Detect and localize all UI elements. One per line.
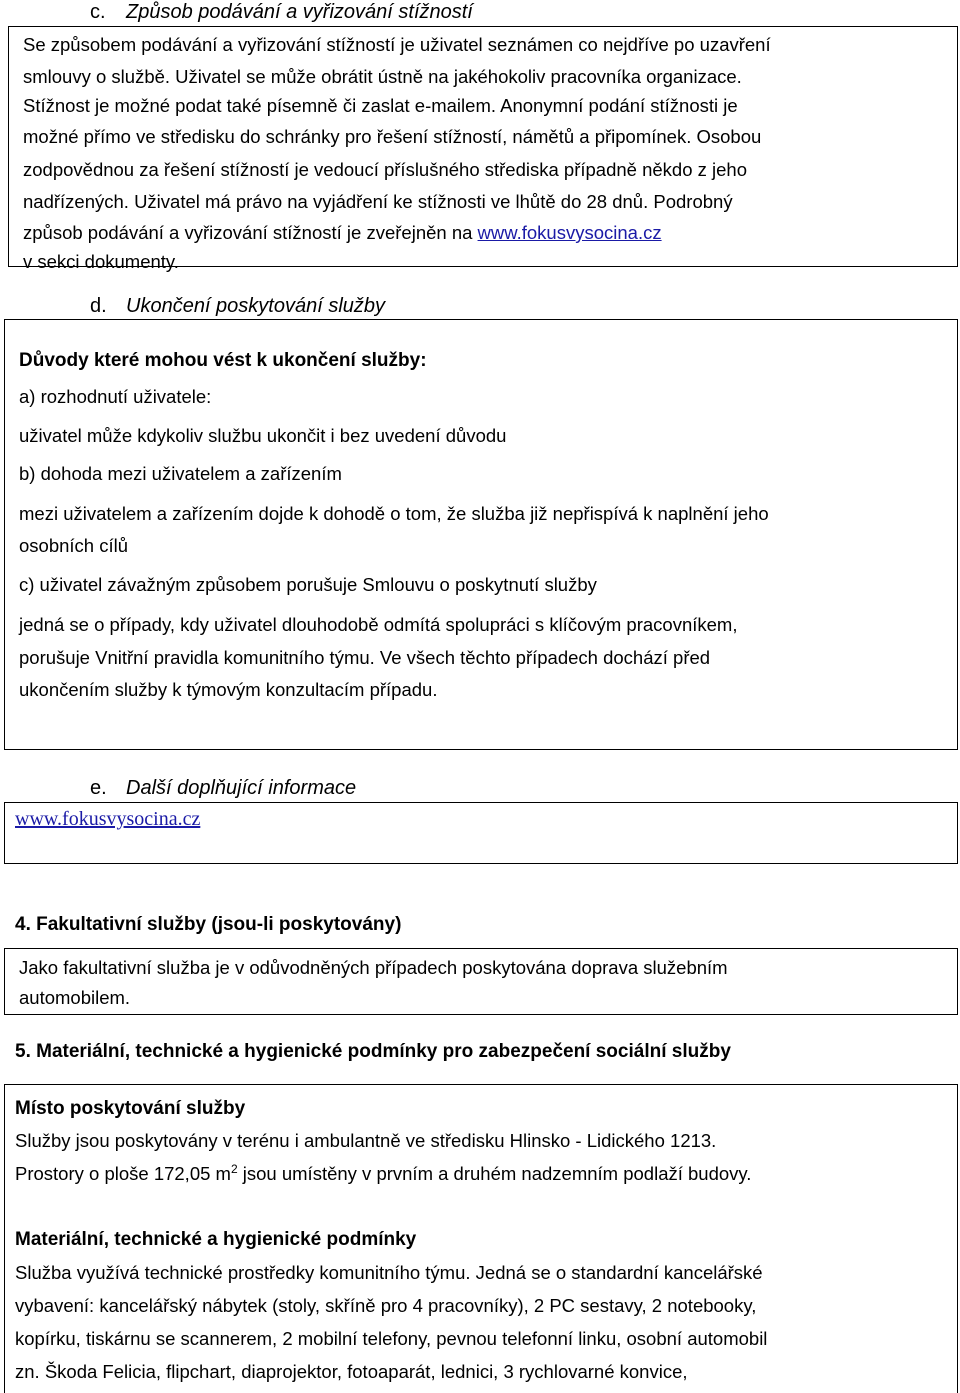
- section-c-line: možné přímo ve středisku do schránky pro řešení stížností, námětů a připomínek. Osobou: [23, 126, 762, 147]
- section-d-line: c) uživatel závažným způsobem porušuje Smlouvu o poskytnutí služby: [19, 574, 597, 595]
- section-4-heading: 4. Fakultativní služby (jsou-li poskytovány): [15, 914, 402, 935]
- section-e-left-rule: [4, 802, 5, 864]
- section-c-link-line: [23, 217, 662, 249]
- section-c-line: způsob podávání a vyřizování stížností je zveřejněn na: [23, 222, 478, 243]
- fokus-website-link[interactable]: www.fokusvysocina.cz: [477, 222, 662, 243]
- section-d-line: mezi uživatelem a zařízením dojde k dohodě o tom, že služba již nepřispívá k naplnění jeho: [19, 503, 769, 524]
- place-line: Služby jsou poskytovány v terénu i ambulantně ve středisku Hlinsko - Lidického 1213.: [15, 1130, 717, 1151]
- square-superscript: 2: [230, 1161, 238, 1176]
- section-e-heading: [90, 776, 356, 800]
- section-d-line: b) dohoda mezi uživatelem a zařízením: [19, 463, 342, 484]
- section-e-bottom-rule: [4, 863, 958, 864]
- section-d-box: [4, 319, 958, 750]
- section-c-line: Se způsobem podávání a vyřizování stížností je uživatel seznámen co nejdříve po uzavření: [23, 34, 771, 55]
- section-d-line: jedná se o případy, kdy uživatel dlouhodobě odmítá spolupráci s klíčovým pracovníkem,: [19, 614, 738, 635]
- fokus-website-link[interactable]: www.fokusvysocina.cz: [15, 808, 201, 830]
- conditions-line: kopírku, tiskárnu se scannerem, 2 mobilní telefony, pevnou telefonní linku, osobní automobil: [15, 1328, 768, 1349]
- conditions-line: vybavení: kancelářský nábytek (stoly, skříně pro 4 pracovníky), 2 PC sestavy, 2 notebooky,: [15, 1295, 757, 1316]
- conditions-line: Služba využívá technické prostředky komunitního týmu. Jedná se o standardní kancelářské: [15, 1262, 763, 1283]
- conditions-line: zn. Škoda Felicia, flipchart, diaprojektor, fotoaparát, lednici, 3 rychlovarné konvice,: [15, 1361, 688, 1382]
- section-e-title: Další doplňující informace: [126, 777, 357, 799]
- section-c-line: Stížnost je možné podat také písemně či zaslat e-mailem. Anonymní podání stížnosti je: [23, 95, 738, 116]
- section-5-right-rule: [957, 1084, 958, 1393]
- section-5-top-rule: [4, 1084, 958, 1085]
- section-c-line: smlouvy o službě. Uživatel se může obrátit ústně na jakéhokoliv pracovníka organizace.: [23, 66, 742, 87]
- conditions-heading: Materiální, technické a hygienické podmínky: [15, 1229, 417, 1250]
- section-d-line: a) rozhodnutí uživatele:: [19, 386, 212, 407]
- place-area-text-rest: jsou umístěny v prvním a druhém nadzemním podlaží budovy.: [237, 1163, 752, 1184]
- section-4-box: [4, 948, 958, 1015]
- section-d-line: uživatel může kdykoliv službu ukončit i bez uvedení důvodu: [19, 425, 507, 446]
- section-c-box: [8, 26, 958, 272]
- section-c-line: zodpovědnou za řešení stížností je vedoucí příslušného střediska případně někdo z jeho: [23, 159, 748, 180]
- place-area-text: Prostory o ploše 172,05 m: [15, 1163, 231, 1184]
- section-d-subtitle: Důvody které mohou vést k ukončení služby:: [19, 350, 427, 371]
- section-5-heading: 5. Materiální, technické a hygienické podmínky pro zabezpečení sociální služby: [15, 1041, 731, 1062]
- section-d-title: Ukončení poskytování služby: [126, 295, 386, 317]
- section-d-line: osobních cílů: [19, 535, 129, 556]
- section-4-line: Jako fakultativní služba je v odůvodněných případech poskytována doprava služebním: [19, 957, 728, 978]
- section-d-letter: d.: [90, 295, 107, 317]
- section-e-right-rule: [957, 802, 958, 864]
- section-d-heading: [90, 294, 385, 318]
- place-heading: Místo poskytování služby: [15, 1098, 246, 1119]
- section-4-line: automobilem.: [19, 987, 131, 1008]
- section-c-line: nadřízených. Uživatel má právo na vyjádření ke stížnosti ve lhůtě do 28 dnů. Podrobný: [23, 191, 733, 212]
- section-c-heading: [90, 0, 473, 24]
- section-d-line: porušuje Vnitřní pravidla komunitního týmu. Ve všech těchto případech dochází před: [19, 647, 711, 668]
- section-c-title: Způsob podávání a vyřizování stížností: [126, 1, 473, 23]
- section-e-letter: e.: [90, 777, 107, 799]
- section-c-line: v sekci dokumenty.: [23, 251, 179, 272]
- section-5-left-rule: [4, 1084, 5, 1393]
- place-area-line: [15, 1158, 751, 1190]
- section-c-letter: c.: [90, 1, 106, 23]
- section-d-line: ukončením služby k týmovým konzultacím případu.: [19, 679, 438, 700]
